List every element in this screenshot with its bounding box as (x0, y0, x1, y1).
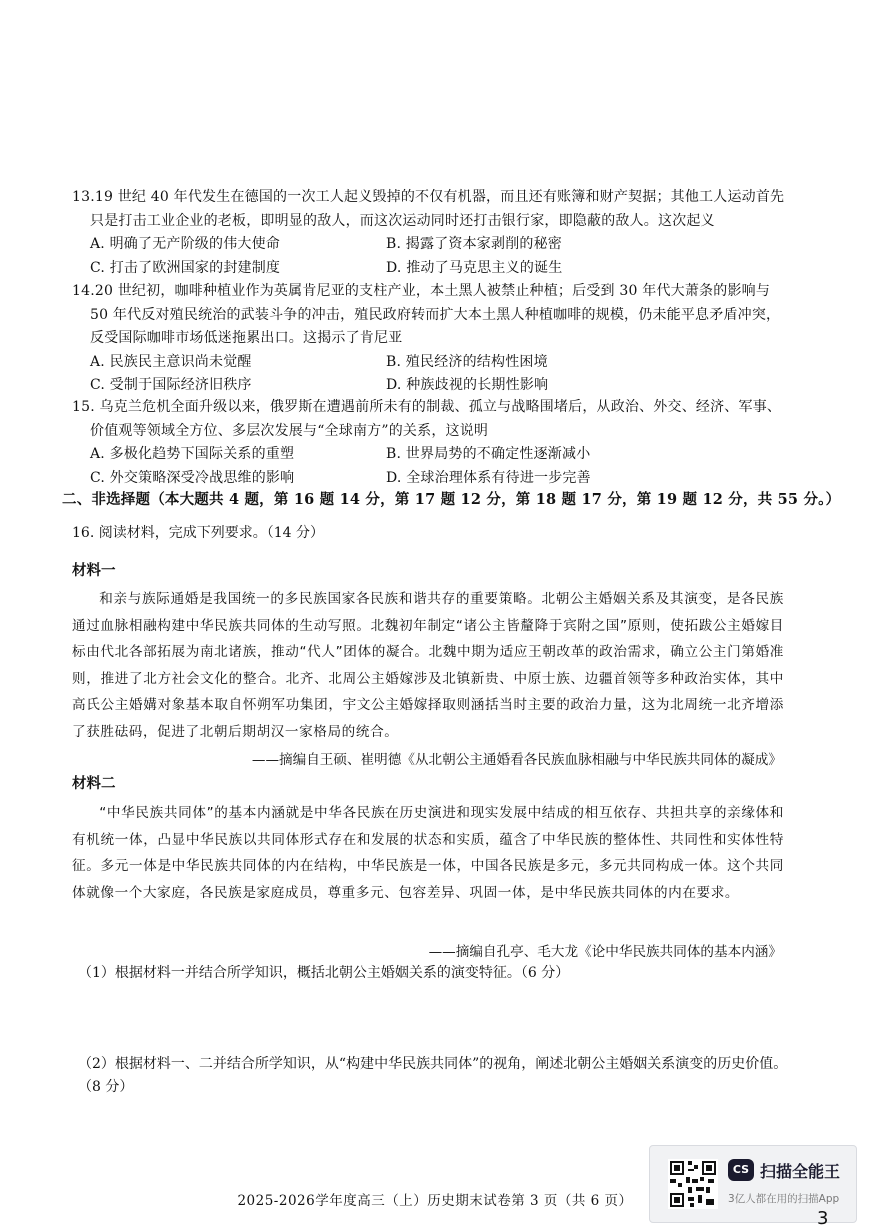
option-c: C. 打击了欧洲国家的封建制度 (90, 259, 281, 276)
material-2-paragraph: “中华民族共同体”的基本内涵就是中华各民族在历史演进和现实发展中结成的相互依存、共担共享的亲缘体和有机统一体，凸显中华民族以共同体形式存在和发展的状态和实质，蕴含了中华民族的整体性、共同性和实体性特征。多元一体是中华民族共同体的内在结构，中华民族是一体，中国各民族是多元，多元共同构成一体。这个共同体就像一个大家庭，各民族是家庭成员，尊重多元、包容差异、巩固一体，是中华民族共同体的内在要求。 (72, 805, 784, 901)
option-a: A. 多极化趋势下国际关系的重塑 (90, 446, 295, 462)
option-b: B. 揭露了资本家剥削的秘密 (386, 236, 562, 252)
material-1-source: ——摘编自王硕、崔明德《从北朝公主通婚看各民族血脉相融与中华民族共同体的凝成》 (251, 752, 782, 768)
question-15 (72, 396, 792, 490)
material-2-text (72, 800, 784, 906)
question-14-stem-line3: 反受国际咖啡市场低迷拖累出口。这揭示了肯尼亚 (90, 330, 403, 346)
section-heading: 二、非选择题（本大题共 4 题，第 16 题 14 分，第 17 题 12 分，第 18 题 17 分，第 19 题 12 分，共 55 分。） (62, 491, 841, 508)
option-b: B. 殖民经济的结构性困境 (386, 353, 548, 370)
question-15-stem-line1: 15. 乌克兰危机全面升级以来，俄罗斯在遭遇前所未有的制裁、孤立与战略围堵后，从政治、外交、经济、军事、 (72, 399, 782, 415)
question-15-stem-line2: 价值观等领域全方位、多层次发展与“全球南方”的关系，这说明 (90, 422, 489, 439)
option-c: C. 外交策略深受冷战思维的影响 (90, 469, 295, 486)
question-14 (72, 280, 792, 398)
question-14-stem-line1: 14.20 世纪初，咖啡种植业作为英属肯尼亚的支柱产业，本土黑人被禁止种植；后受到 30 年代大萧条的影响与 (72, 283, 771, 299)
material-1-text (72, 586, 784, 745)
sub-question-1: （1）根据材料一并结合所学知识，概括北朝公主婚姻关系的演变特征。（6 分） (78, 965, 570, 981)
option-d: D. 种族歧视的长期性影响 (386, 377, 549, 393)
option-a: A. 明确了无产阶级的伟大使命 (90, 236, 281, 252)
option-d: D. 推动了马克思主义的诞生 (386, 259, 563, 276)
question-14-stem-line2: 50 年代反对殖民统治的武装斗争的冲击，殖民政府转而扩大本土黑人种植咖啡的规模，仍未能平息矛盾冲突， (90, 306, 781, 323)
qr-code-icon (668, 1159, 718, 1209)
material-1-paragraph: 和亲与族际通婚是我国统一的多民族国家各民族和谐共存的重要策略。北朝公主婚姻关系及其演变，是各民族通过血脉相融构建中华民族共同体的生动写照。北魏初年制定“诸公主皆釐降于宾附之国”原则，使拓跋公主婚嫁目标由代北各部拓展为南北诸族，推动“代人”团体的凝合。北魏中期为适应王朝改革的政治需求，确立公主门第婚准则，推进了北方社会文化的整合。北齐、北周公主婚嫁涉及北镇新贵、中原士族、边疆首领等多种政治实体，其中高氏公主婚媾对象基本取自怀朔军功集团，宇文公主婚嫁择取则涵括当时主要的政治力量，这为北周统一北齐增添了获胜砝码，促进了北朝后期胡汉一家格局的统合。 (72, 591, 784, 740)
option-a: A. 民族民主意识尚未觉醒 (90, 353, 252, 370)
material-2-source: ——摘编自孔亭、毛大龙《论中华民族共同体的基本内涵》 (428, 944, 782, 960)
question-13-stem-line1: 13.19 世纪 40 年代发生在德国的一次工人起义毁掉的不仅有机器，而且还有账簿和财产契据；其他工人运动首先 (72, 189, 785, 205)
question-13 (72, 186, 792, 280)
material-1-title: 材料一 (72, 562, 116, 579)
question-13-options (72, 233, 792, 280)
scanner-brand: 扫描全能王 (760, 1162, 841, 1181)
scanner-tagline: 3亿人都在用的扫描App (728, 1193, 840, 1205)
material-2-title: 材料二 (72, 775, 116, 792)
page-number: 3 (817, 1208, 829, 1229)
question-13-stem-line2: 只是打击工业企业的老板，即明显的敌人，而这次运动同时还打击银行家，即隐蔽的敌人。这次起义 (90, 212, 715, 229)
question-15-options (72, 443, 792, 490)
question-14-options (72, 351, 792, 398)
page-footer: 2025-2026学年度高三（上）历史期末试卷第 3 页（共 6 页） (237, 1193, 633, 1209)
option-b: B. 世界局势的不确定性逐渐减小 (386, 446, 591, 462)
sub-question-2: （2）根据材料一、二并结合所学知识，从“构建中华民族共同体”的视角，阐述北朝公主婚姻关系演变的历史价值。（8 分） (78, 1056, 788, 1095)
option-c: C. 受制于国际经济旧秩序 (90, 377, 252, 393)
camscanner-logo: CS (728, 1159, 754, 1181)
option-d: D. 全球治理体系有待进一步完善 (386, 469, 591, 486)
question-16-title: 16. 阅读材料，完成下列要求。（14 分） (72, 525, 324, 541)
